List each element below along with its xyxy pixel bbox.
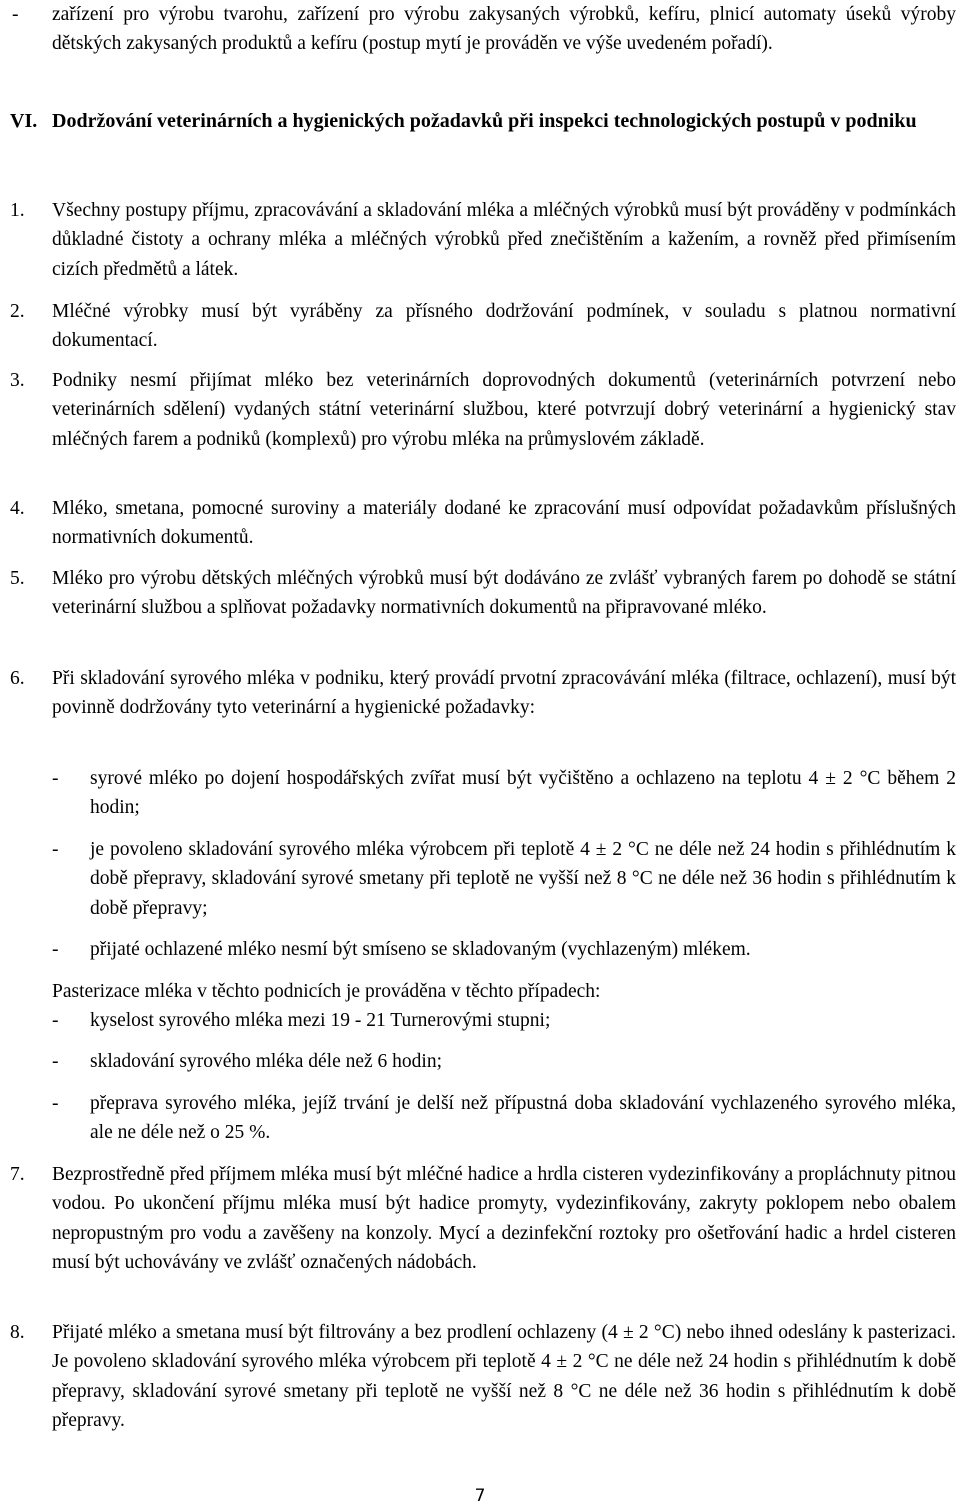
list-dash: - [12,4,19,25]
list-item-text: zařízení pro výrobu tvarohu, zařízení pro výrobu zakysaných výrobků, kefíru, plnicí automaty úseků výroby dětských zakysaných produktů a kefíru (postup mytí je prováděn ve výše uvedeném pořadí). [52,4,956,55]
numbered-item-5 [10,564,956,623]
item-text: Všechny postupy příjmu, zpracovávání a skladování mléka a mléčných výrobků musí být prováděny v podmínkách důkladné čistoty a ochrany mléka a mléčných výrobků před znečištěním a kažením, a rovněž před přimísením cizích předmětů a látek. [52,200,956,280]
numbered-item-1 [10,196,956,284]
list-dash: - [52,768,59,789]
numbered-item-3 [10,366,956,454]
sub-item-text: kyselost syrového mléka mezi 19 - 21 Turnerovými stupni; [90,1010,551,1031]
item-number: 7. [10,1164,25,1185]
item-number: 6. [10,668,25,689]
sub-list-item [52,835,956,923]
sub-item-text: přijaté ochlazené mléko nesmí být smíseno se skladovaným (vychlazeným) mlékem. [90,939,751,960]
section-title: Dodržování veterinárních a hygienických požadavků při inspekci technologických postupů v podniku [52,110,917,132]
item-number: 5. [10,568,25,589]
sub-item-text: syrové mléko po dojení hospodářských zvířat musí být vyčištěno a ochlazeno na teplotu 4 ± 2 °C během 2 hodin; [90,768,956,819]
sub-list-item [52,1006,956,1035]
sub-item-text: je povoleno skladování syrového mléka výrobcem při teplotě 4 ± 2 °C ne déle než 24 hodin s přihlédnutím k době přepravy, skladování syrové smetany při teplotě ne vyšší než 8 °C ne déle než 36 hodin s přihlédnutím k době přepravy; [90,839,956,919]
numbered-item-4 [10,494,956,553]
sub-item-text: skladování syrového mléka déle než 6 hodin; [90,1051,442,1072]
section-number: VI. [10,110,38,132]
list-dash: - [52,939,59,960]
numbered-item-7 [10,1160,956,1277]
list-dash: - [52,1010,59,1031]
numbered-item-2 [10,297,956,356]
numbered-item-6 [10,664,956,723]
sub-list-item [52,1047,956,1076]
item-number: 1. [10,200,25,221]
item-text: Mléko pro výrobu dětských mléčných výrobků musí být dodáváno ze zvlášť vybraných farem po dohodě se státní veterinární službou a splňovat požadavky normativních dokumentů na připravované mléko. [52,568,956,619]
list-dash: - [52,1093,59,1114]
item-number: 2. [10,301,25,322]
list-dash: - [52,1051,59,1072]
item-text: Mléko, smetana, pomocné suroviny a materiály dodané ke zpracování musí odpovídat požadavkům příslušných normativních dokumentů. [52,498,956,549]
intro-list-item [12,0,956,59]
pasteurization-intro: Pasterizace mléka v těchto podnicích je prováděna v těchto případech: [52,981,601,1002]
item-text: Mléčné výrobky musí být vyráběny za přísného dodržování podmínek, v souladu s platnou normativní dokumentací. [52,301,956,352]
list-dash: - [52,839,59,860]
sub-list-item [52,1089,956,1148]
sub-list-item [52,764,956,823]
item-number: 8. [10,1322,25,1343]
item-text: Při skladování syrového mléka v podniku, který provádí prvotní zpracovávání mléka (filtrace, ochlazení), musí být povinně dodržovány tyto veterinární a hygienické požadavky: [52,668,956,719]
item-text: Bezprostředně před příjmem mléka musí být mléčné hadice a hrdla cisteren vydezinfikovány a propláchnuty pitnou vodou. Po ukončení příjmu mléka musí být hadice promyty, vydezinfikovány, zakryty poklopem nebo obalem nepropustným pro vodu a zavěšeny na konzoly. Mycí a dezinfekční roztoky pro ošetřování hadic a hrdel cisteren musí být uchovávány ve zvlášť označených nádobách. [52,1164,956,1273]
sub-item-text: přeprava syrového mléka, jejíž trvání je delší než přípustná doba skladování vychlazeného syrového mléka, ale ne déle než o 25 %. [90,1093,956,1144]
item-text: Přijaté mléko a smetana musí být filtrovány a bez prodlení ochlazeny (4 ± 2 °C) nebo ihned odeslány k pasterizaci. Je povoleno skladování syrového mléka výrobcem při teplotě 4 ± 2 °C ne déle než 24 hodin s přihlédnutím k době přepravy, skladování syrové smetany při teplotě ne vyšší než 8 °C ne déle než 36 hodin s přihlédnutím k době přepravy. [52,1322,956,1431]
item-number: 4. [10,498,25,519]
numbered-item-8 [10,1318,956,1435]
item-text: Podniky nesmí přijímat mléko bez veterinárních doprovodných dokumentů (veterinárních potvrzení nebo veterinárních sdělení) vydaných státní veterinární službou, které potvrzují dobrý veterinární a hygienický stav mléčných farem a podniků (komplexů) pro výrobu mléka na průmyslovém základě. [52,370,956,450]
page-number: 7 [474,1486,486,1506]
item-number: 3. [10,370,25,391]
sub-list-item [52,935,956,964]
